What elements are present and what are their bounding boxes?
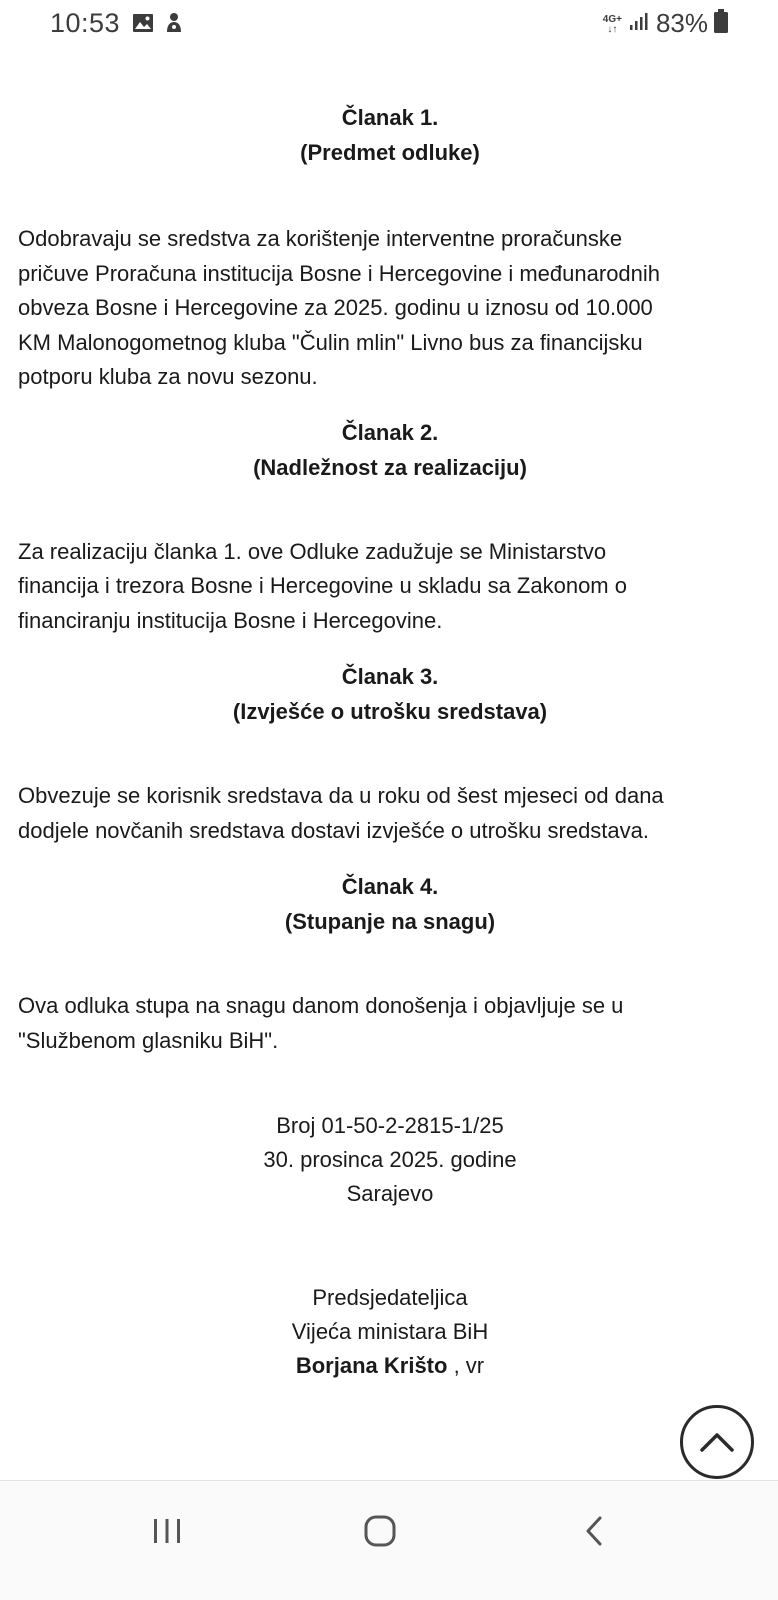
recent-apps-icon — [151, 1517, 183, 1545]
navigation-bar — [0, 1481, 778, 1600]
section-title: (Nadležnost za realizaciju) — [253, 454, 527, 480]
status-left-icons — [132, 12, 184, 39]
section-title: (Predmet odluke) — [300, 140, 480, 165]
signature-suffix: , vr — [447, 1353, 485, 1378]
article-content — [18, 100, 762, 1383]
signature-body: Vijeća ministara BiH — [291, 1319, 489, 1344]
signature-role: Predsjedateljica — [312, 1285, 468, 1310]
notification-figure-icon — [164, 12, 184, 39]
section-heading — [18, 659, 762, 729]
section-heading — [18, 415, 762, 485]
back-icon — [582, 1514, 606, 1548]
signature-line — [18, 1349, 762, 1383]
section-number: Članak 2. — [341, 419, 439, 445]
paragraph-line: "Službenom glasniku BiH". — [18, 1027, 279, 1053]
chevron-up-icon — [699, 1431, 735, 1453]
section-paragraph — [18, 989, 762, 1058]
document-reference — [18, 1109, 762, 1211]
paragraph-line: potporu kluba za novu sezonu. — [18, 364, 318, 389]
back-button[interactable] — [564, 1506, 624, 1556]
scroll-to-top-button[interactable] — [680, 1405, 754, 1479]
paragraph-line: Odobravaju se sredstva za korištenje interventne proračunske — [18, 226, 623, 251]
signal-icon — [628, 11, 650, 36]
paragraph-line: dodjele novčanih sredstava dostavi izvješće o utrošku sredstava. — [18, 817, 650, 843]
reference-number: Broj 01-50-2-2815-1/25 — [276, 1113, 504, 1138]
section-title: (Izvješće o utrošku sredstava) — [232, 699, 548, 724]
section-paragraph — [18, 779, 762, 848]
signature-name: Borjana Krišto — [295, 1353, 448, 1378]
paragraph-line: KM Malonogometnog kluba "Čulin mlin" Livno bus za financijsku — [18, 329, 643, 355]
recent-apps-button[interactable] — [137, 1506, 197, 1556]
section-number: Članak 4. — [341, 874, 439, 899]
battery-percent: 83% — [655, 8, 708, 38]
paragraph-line: financija i trezora Bosne i Hercegovine u skladu sa Zakonom o — [18, 573, 627, 598]
network-arrows: ↓↑ — [607, 23, 618, 35]
status-right — [603, 8, 728, 39]
signature-block — [18, 1281, 762, 1383]
section-heading — [18, 100, 762, 170]
paragraph-line: obveza Bosne i Hercegovine za 2025. godinu u iznosu od 10.000 — [18, 295, 653, 320]
section-paragraph — [18, 535, 762, 639]
paragraph-line: Ova odluka stupa na snagu danom donošenja i objavljuje se u — [18, 993, 624, 1018]
paragraph-line: financiranju institucija Bosne i Hercegovine. — [18, 607, 443, 633]
reference-date: 30. prosinca 2025. godine — [263, 1147, 517, 1172]
battery-icon — [714, 9, 728, 38]
section-number: Članak 3. — [341, 664, 439, 689]
paragraph-line: pričuve Proračuna institucija Bosne i Hercegovine i međunarodnih — [18, 260, 661, 286]
section-number: Članak 1. — [341, 105, 439, 130]
status-bar — [0, 0, 778, 48]
network-type — [603, 15, 622, 35]
paragraph-line: Obvezuje se korisnik sredstava da u roku od šest mjeseci od dana — [18, 783, 664, 808]
section-heading — [18, 869, 762, 939]
section-title: (Stupanje na snagu) — [284, 909, 496, 934]
home-icon — [363, 1514, 397, 1548]
paragraph-line: Za realizaciju članka 1. ove Odluke zadužuje se Ministarstvo — [18, 538, 607, 564]
network-type-label: 4G+ — [602, 13, 622, 25]
reference-place: Sarajevo — [346, 1181, 434, 1206]
home-button[interactable] — [350, 1506, 410, 1556]
status-time: 10:53 — [50, 8, 121, 38]
section-paragraph — [18, 222, 762, 395]
image-icon — [132, 13, 154, 38]
